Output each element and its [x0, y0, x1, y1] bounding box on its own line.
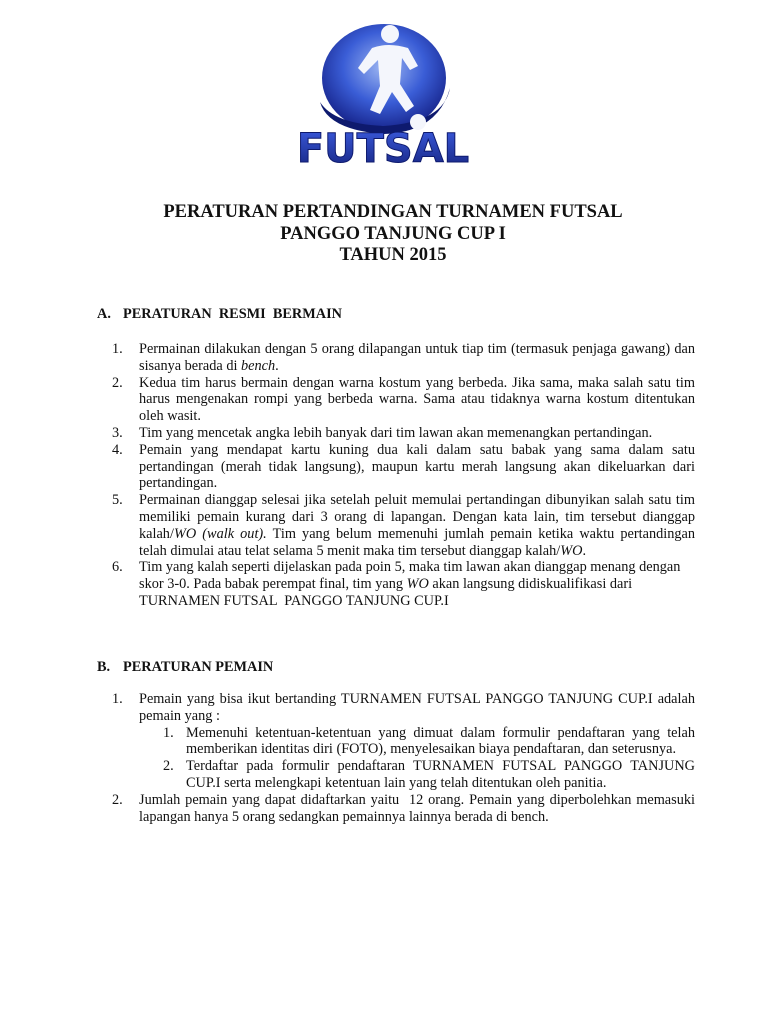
item-number: 4.	[112, 441, 123, 458]
section-b-title: PERATURAN PEMAIN	[123, 659, 274, 675]
section-b-letter: B.	[97, 659, 111, 675]
item-text-end: .	[275, 357, 279, 374]
futsal-logo-graphic	[268, 18, 498, 176]
item-text: Kedua tim harus bermain dengan warna kostum yang berbeda. Jika sama, maka salah satu tim harus mengenakan rompi yang berbeda warna. Sama atau tidaknya warna kostum ditentukan oleh wasit.	[139, 374, 695, 425]
sub-item-text: Terdaftar pada formulir pendaftaran TURNAMEN FUTSAL PANGGO TANJUNG CUP.I serta melengkapi ketentuan lain yang telah ditentukan oleh panitia.	[186, 758, 695, 791]
item-text-middle: Tim yang belum memenuhi jumlah pemain ketika waktu pertandingan telah dimulai atau telat selama 5 menit maka tim tersebut dianggap kalah/	[139, 525, 695, 559]
item-number: 6.	[112, 559, 123, 576]
logo-text: FUTSAL	[296, 126, 470, 172]
section-a-title: PERATURAN RESMI BERMAIN	[123, 306, 342, 322]
list-item	[112, 425, 695, 442]
item-number: 2.	[112, 791, 123, 808]
item-text-end: akan langsung didiskualifikasi dari TURNAMEN FUTSAL PANGGO TANJUNG CUP.I	[139, 576, 636, 609]
list-item	[112, 341, 695, 375]
title-line-3: TAHUN 2015	[339, 245, 447, 265]
item-text-end: .	[582, 542, 587, 559]
list-item	[112, 492, 695, 559]
title-line-1: PERATURAN PERTANDINGAN TURNAMEN FUTSAL	[163, 202, 623, 222]
list-item	[112, 691, 695, 792]
sub-list	[139, 725, 695, 792]
item-italic: WO	[406, 576, 429, 593]
list-item	[112, 791, 699, 826]
title-line-2: PANGGO TANJUNG CUP I	[280, 223, 506, 244]
section-b-heading	[97, 659, 273, 676]
sub-list-item	[139, 725, 695, 759]
item-italic: WO (walk out).	[173, 525, 267, 542]
section-b-list	[112, 691, 699, 825]
sub-list-item	[139, 758, 695, 792]
item-italic: bench	[241, 357, 276, 374]
list-item	[112, 375, 695, 425]
item-text: Pemain yang mendapat kartu kuning dua kali dalam satu babak yang sama dalam satu pertandingan (merah tidak langsung), maupun kartu merah langsung akan dikeluarkan dari pertandingan.	[139, 441, 695, 492]
item-number: 1.	[112, 341, 123, 357]
item-italic-2: WO	[560, 542, 583, 559]
document-title	[0, 202, 768, 267]
item-text: Jumlah pemain yang dapat didaftarkan yaitu 12 orang. Pemain yang diperbolehkan memasuki lapangan hanya 5 orang sedangkan pemainnya lainnya berada di bench.	[139, 791, 699, 825]
item-text: Tim yang kalah seperti dijelaskan pada poin 5, maka tim lawan akan dianggap menang dengan skor 3-0. Pada babak perempat final, tim yang	[139, 559, 681, 593]
item-number: 1.	[112, 691, 123, 707]
item-text: Permainan dilakukan dengan 5 orang dilapangan untuk tiap tim (termasuk penjaga gawang) dan sisanya berada di	[139, 341, 695, 374]
item-number: 5.	[112, 492, 123, 509]
sub-item-text: Memenuhi ketentuan-ketentuan yang dimuat dalam formulir pendaftaran yang telah memberikan identitas diri (FOTO), menyelesaikan biaya pendaftaran, dan seterusnya.	[186, 724, 695, 758]
item-text: Permainan dianggap selesai jika setelah peluit memulai pertandingan dibunyikan salah satu tim memiliki pemain kurang dari 3 orang di lapangan. Dengan kata lain, tim tersebut dianggap kalah/	[139, 492, 695, 542]
section-a-heading	[97, 306, 342, 323]
item-number: 3.	[112, 424, 123, 441]
sub-item-number: 2.	[163, 758, 174, 775]
list-item	[112, 559, 695, 609]
item-text: Tim yang mencetak angka lebih banyak dari tim lawan akan memenangkan pertandingan.	[139, 424, 653, 441]
item-text: Pemain yang bisa ikut bertanding TURNAMEN FUTSAL PANGGO TANJUNG CUP.I adalah pemain yang :	[139, 691, 695, 724]
item-number: 2.	[112, 374, 123, 391]
list-item	[112, 442, 695, 492]
section-a-list	[112, 341, 695, 610]
futsal-logo	[268, 18, 498, 176]
section-a-letter: A.	[97, 306, 111, 322]
sub-item-number: 1.	[163, 724, 174, 741]
